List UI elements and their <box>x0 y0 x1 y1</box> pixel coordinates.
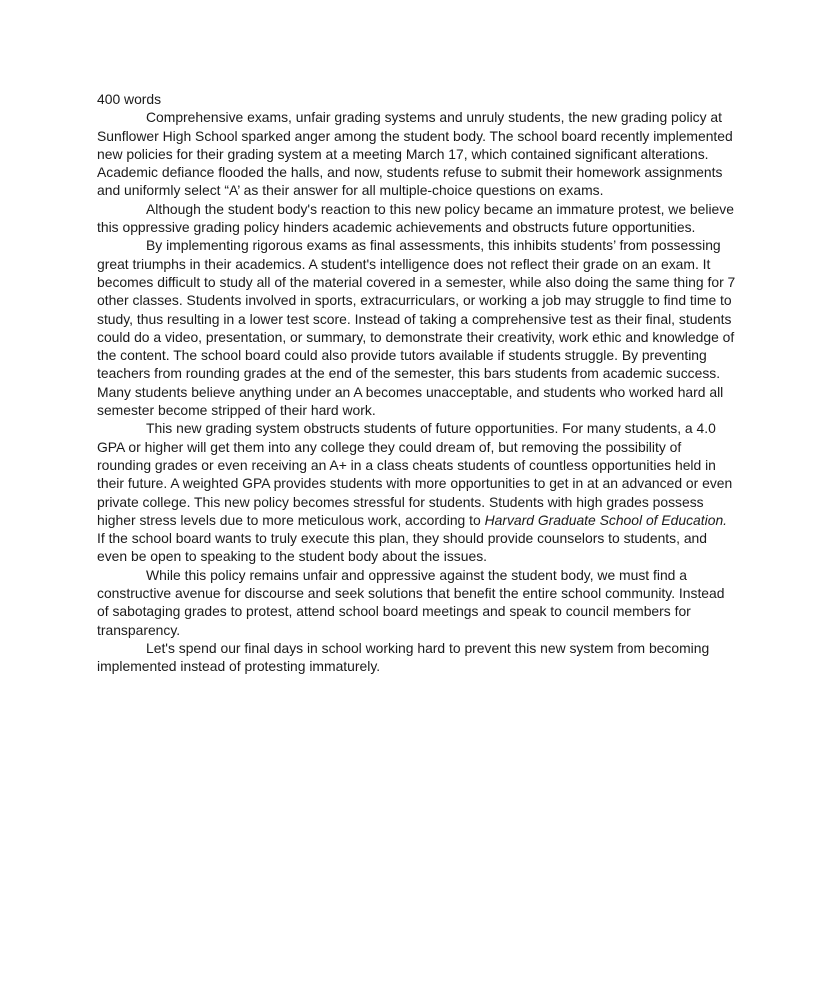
word-count: 400 words <box>97 91 162 107</box>
paragraph-opportunities-text-2: If the school board wants to truly execute this plan, they should provide counselors to students, and even be open to speaking to the student body about the issues. <box>97 530 708 565</box>
document-page <box>97 90 737 676</box>
paragraph-solution: While this policy remains unfair and oppressive against the student body, we must find a constructive avenue for discourse and seek solutions that benefit the entire school community. Instead of sabotaging grades to protest, attend school board meetings and speak to council members for transparency. <box>97 566 725 638</box>
paragraph-conclusion: Let's spend our final days in school working hard to prevent this new system from becoming implemented instead of protesting immaturely. <box>97 639 710 675</box>
paragraph-opportunities-text-1: This new grading system obstructs students of future opportunities. For many students, a 4.0 GPA or higher will get them into any college they could dream of, but removing the possibility of rounding grades or even receiving an A+ in a class cheats students of countless opportunities held in their future. A weighted GPA provides students with more opportunities to get in at an advanced or even private college. This new policy becomes stressful for students. Students with high grades possess higher stress levels due to more meticulous work, according to <box>97 420 733 528</box>
paragraph-exams: By implementing rigorous exams as final assessments, this inhibits students’ from possessing great triumphs in their academics. A student's intelligence does not reflect their grade on an exam. It becomes difficult to study all of the material covered in a semester, while also doing the same thing for 7 other classes. Students involved in sports, extracurriculars, or working a job may struggle to find time to study, thus resulting in a lower test score. Instead of taking a comprehensive test as their final, students could do a video, presentation, or summary, to demonstrate their creativity, work ethic and knowledge of the content. The school board could also provide tutors available if students struggle. By preventing teachers from rounding grades at the end of the semester, this bars students from academic success. Many students believe anything under an A becomes unacceptable, and students who worked hard all semester become stripped of their hard work. <box>97 237 736 419</box>
paragraph-opportunities <box>97 419 737 565</box>
paragraph-thesis: Although the student body's reaction to this new policy became an immature protest, we believe this oppressive grading policy hinders academic achievements and obstructs future opportunities. <box>97 200 734 236</box>
source-citation: Harvard Graduate School of Education. <box>484 511 728 528</box>
paragraph-intro: Comprehensive exams, unfair grading systems and unruly students, the new grading policy at Sunflower High School sparked anger among the student body. The school board recently implemented new policies for their grading system at a meeting March 17, which contained significant alterations. Academic defiance flooded the halls, and now, students refuse to submit their homework assignments and uniformly select “A’ as their answer for all multiple-choice questions on exams. <box>97 109 733 199</box>
